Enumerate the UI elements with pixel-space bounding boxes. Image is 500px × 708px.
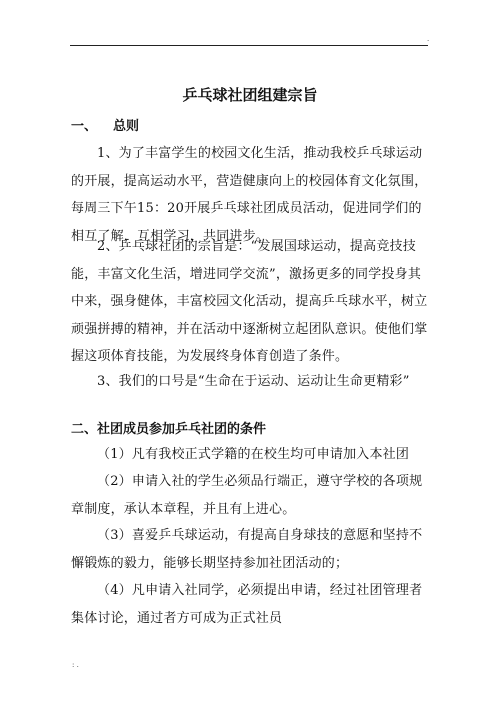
section-2-item-2: （2）申请入社的学生必须品行端正，遵守学校的各项规章制度，承认本章程，并且有上进心。 [71, 474, 423, 517]
section-1-paragraph-3: 3、我们的口号是“生命在于运动、运动让生命更精彩” [97, 374, 410, 389]
section-1-paragraph-2: 2、乒乓球社团的宗旨是：“发展国球运动，提高竞技技能，丰富文化生活，增进同学交流”，激扬更多的同学投身其中来，强身健体，丰富校园文化活动，提高乒乓球水平，树立顽强拼搏的精神，并在活动中逐渐树立起团队意识。使他们掌握这项体育技能，为发展终身体育创造了条件。 [71, 239, 428, 364]
section-2-item-4: （4）凡申请入社同学，必须提出申请，经过社团管理者集体讨论，通过者方可成为正式社员 [71, 583, 423, 626]
section-1-heading [71, 117, 139, 137]
section-2-item-1: （1）凡有我校正式学籍的在校生均可申请加入本社团 [97, 447, 410, 462]
section-1-number: 一、 [71, 119, 98, 134]
footer-mark: : . [72, 661, 79, 669]
section-1-paragraph-1: 1、为了丰富学生的校园文化生活，推动我校乒乓球运动的开展，提高运动水平，营造健康向上的校园体育文化氛围，每周三下午15：20开展乒乓球社团成员活动，促进同学们的相互了解，互相学习，共同进步。 [71, 146, 428, 244]
header-rule [70, 45, 428, 46]
document-title: 乒乓球社团组建宗旨 [182, 86, 318, 104]
section-1-heading-text: 总则 [113, 119, 140, 134]
header-mark: . [427, 35, 430, 43]
section-2-heading: 二、社团成员参加乒乓社团的条件 [71, 422, 267, 437]
section-2-item-3: （3）喜爱乒乓球运动，有提高自身球技的意愿和坚持不懈锻炼的毅力，能够长期坚持参加社团活动的； [71, 528, 423, 571]
